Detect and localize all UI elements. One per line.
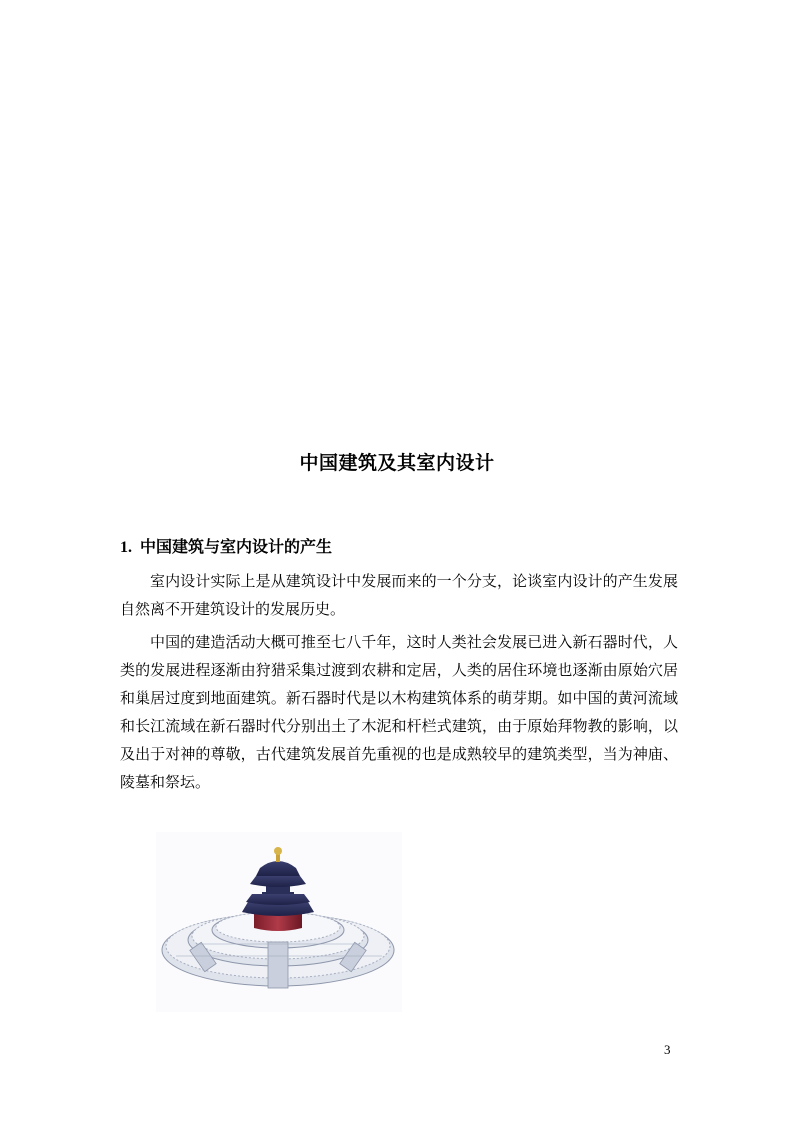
document-title: 中国建筑及其室内设计 xyxy=(299,452,495,474)
section-heading xyxy=(120,534,332,557)
section-number: 1. xyxy=(120,539,132,556)
paragraph-1: 室内设计实际上是从建筑设计中发展而来的一个分支，论谈室内设计的产生发展自然离不开建筑设计的发展历史。 xyxy=(120,572,678,618)
temple-illustration xyxy=(156,832,402,1012)
paragraph-2: 中国的建造活动大概可推至七八千年，这时人类社会发展已进入新石器时代，人类的发展进程逐渐由狩猎采集过渡到农耕和定居，人类的居住环境也逐渐由原始穴居和巢居过度到地面建筑。新石器时代是以木构建筑体系的萌芽期。如中国的黄河流域和长江流域在新石器时代分别出土了木泥和杆栏式建筑，由于原始拜物教的影响，以及出于对神的尊敬，古代建筑发展首先重视的也是成熟较早的建筑类型，当为神庙、陵墓和祭坛。 xyxy=(120,633,678,791)
temple-of-heaven-image xyxy=(156,832,402,1012)
page-number: 3 xyxy=(664,1042,671,1057)
section-heading-text: 中国建筑与室内设计的产生 xyxy=(140,537,333,556)
